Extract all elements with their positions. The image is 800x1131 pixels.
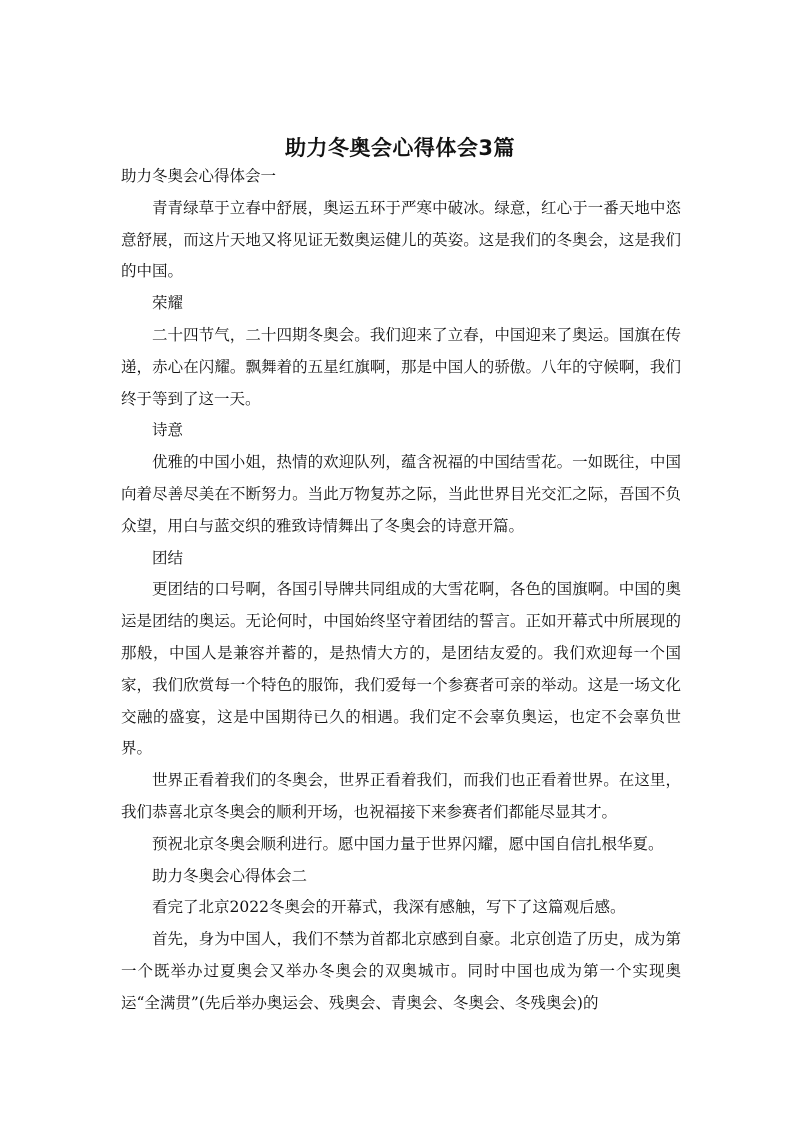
- subheading-poetry: 诗意: [152, 421, 184, 440]
- document-title: 助力冬奥会心得体会3篇: [284, 136, 516, 161]
- paragraph: 看完了北京2022冬奥会的开幕式，我深有感触，写下了这篇观后感。: [152, 898, 626, 917]
- paragraph: 世界正看着我们的冬奥会，世界正看着我们，而我们也正看着世界。在这里，我们恭喜北京冬奥会的顺利开场，也祝福接下来参赛者们都能尽显其才。: [121, 771, 681, 821]
- paragraph: 二十四节气，二十四期冬奥会。我们迎来了立春，中国迎来了奥运。国旗在传递，赤心在闪耀。飘舞着的五星红旗啊，那是中国人的骄傲。八年的守候啊，我们终于等到了这一天。: [121, 325, 681, 408]
- section-heading-2: 助力冬奥会心得体会二: [152, 866, 308, 885]
- section-heading-1: 助力冬奥会心得体会一: [121, 167, 277, 185]
- paragraph: 更团结的口号啊，各国引导牌共同组成的大雪花啊，各色的国旗啊。中国的奥运是团结的奥运。无论何时，中国始终坚守着团结的誓言。正如开幕式中所展现的那般，中国人是兼容并蓄的，是热情大方的，是团结友爱的。我们欢迎每一个国家，我们欣赏每一个特色的服饰，我们爱每一个参赛者可亲的举动。这是一场文化交融的盛宴，这是中国期待已久的相遇。我们定不会辜负奥运，也定不会辜负世界。: [121, 580, 681, 758]
- paragraph: 预祝北京冬奥会顺利进行。愿中国力量于世界闪耀，愿中国自信扎根华夏。: [152, 834, 664, 853]
- paragraph: 首先，身为中国人，我们不禁为首都北京感到自豪。北京创造了历史，成为第一个既举办过夏奥会又举办冬奥会的双奥城市。同时中国也成为第一个实现奥运“全满贯”(先后举办奥运会、残奥会、青奥会、冬奥会、冬残奥会)的: [121, 930, 681, 1012]
- document-body: [121, 161, 681, 1020]
- paragraph: 优雅的中国小姐，热情的欢迎队列，蕴含祝福的中国结雪花。一如既往，中国向着尽善尽美在不断努力。当此万物复苏之际，当此世界目光交汇之际，吾国不负众望，用白与蓝交织的雅致诗情舞出了冬奥会的诗意开篇。: [121, 453, 681, 535]
- subheading-unity: 团结: [152, 548, 184, 567]
- subheading-honor: 荣耀: [152, 294, 184, 313]
- paragraph: 青青绿草于立春中舒展，奥运五环于严寒中破冰。绿意，红心于一番天地中恣意舒展，而这片天地又将见证无数奥运健儿的英姿。这是我们的冬奥会，这是我们的中国。: [121, 198, 681, 281]
